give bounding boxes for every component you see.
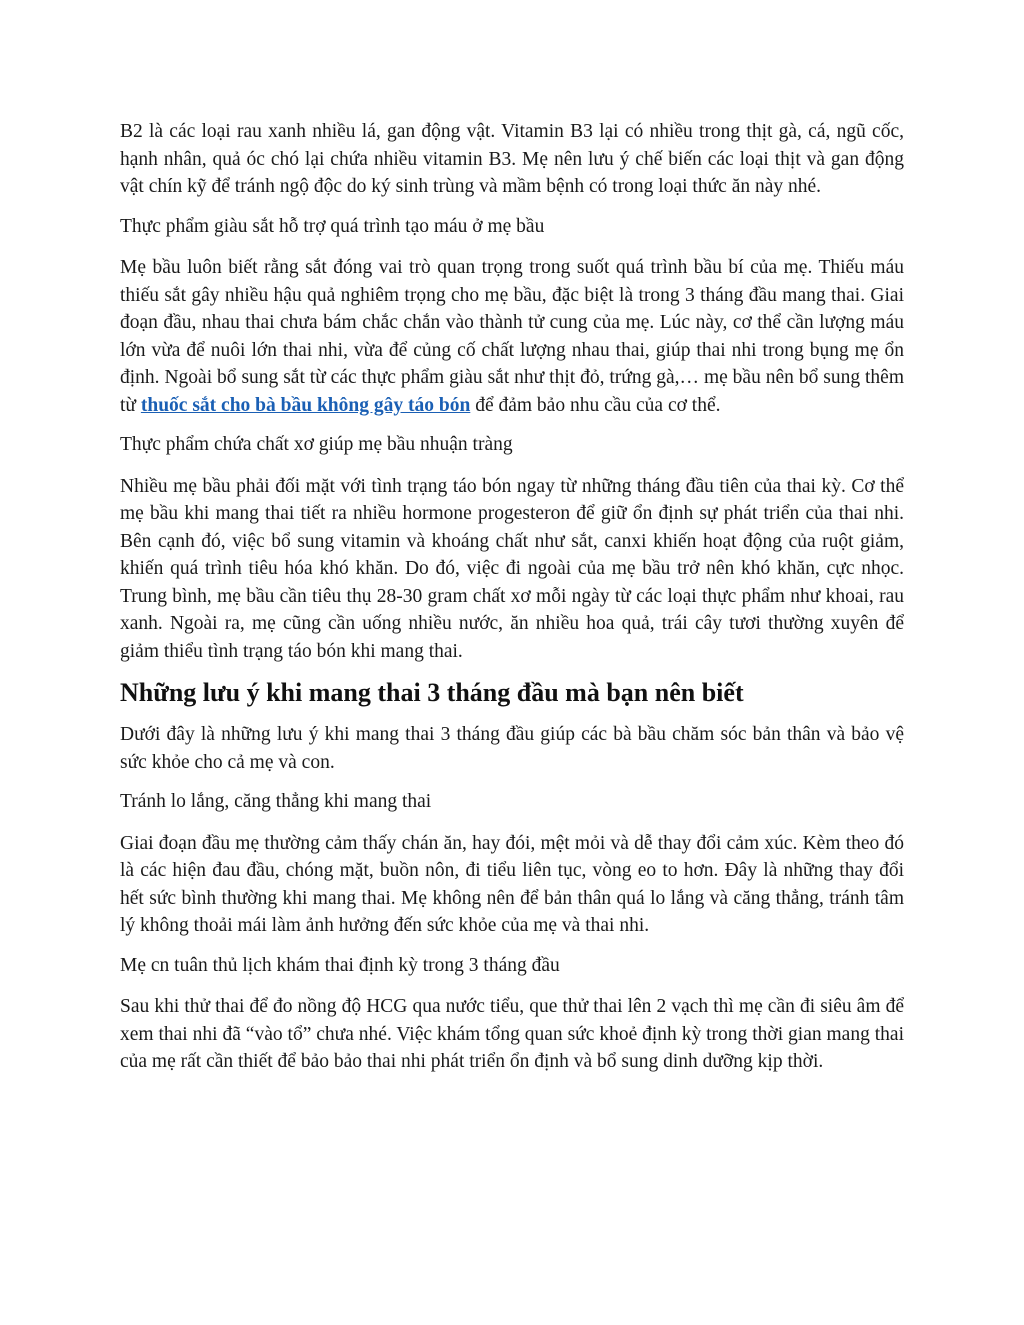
section-heading-notes: Những lưu ý khi mang thai 3 tháng đầu mà bạn nên biết — [120, 678, 744, 707]
iron-supplement-link[interactable]: thuốc sắt cho bà bầu không gây táo bón — [140, 394, 471, 416]
paragraph-notes-intro: Dưới đây là những lưu ý khi mang thai 3 tháng đầu giúp các bà bầu chăm sóc bản thân và bảo vệ sức khỏe cho cả mẹ và con. — [120, 724, 904, 773]
subheading-fiber: Thực phẩm chứa chất xơ giúp mẹ bầu nhuận tràng — [120, 434, 513, 455]
paragraph-vitamin-b: B2 là các loại rau xanh nhiều lá, gan động vật. Vitamin B3 lại có nhiều trong thịt gà, cá, ngũ cốc, hạnh nhân, quả óc chó lại chứa nhiều vitamin B3. Mẹ nên lưu ý chế biến các loại thịt và gan động vật chín kỹ để tránh ngộ độc do ký sinh trùng và mầm bệnh có trong loại thức ăn này nhé. — [120, 121, 904, 197]
subheading-checkup: Mẹ cn tuân thủ lịch khám thai định kỳ trong 3 tháng đầu — [120, 954, 560, 976]
subheading-stress: Tránh lo lắng, căng thẳng khi mang thai — [120, 791, 432, 812]
paragraph-iron-text-before: Mẹ bầu luôn biết rằng sắt đóng vai trò quan trọng trong suốt quá trình bầu bí của mẹ. Thiếu máu thiếu sắt gây nhiều hậu quả nghiêm trọng cho mẹ bầu, đặc biệt là trong 3 tháng đầu mang thai. Giai đoạn đầu, nhau thai chưa bám chắc chắn vào thành tử cung của mẹ. Lúc này, cơ thể cần lượng máu lớn vừa để nuôi lớn thai nhi, vừa để củng cố chất lượng nhau thai, giúp thai nhi trong bụng mẹ ổn định. Ngoài bổ sung sắt từ các thực phẩm giàu sắt như thịt đỏ, trứng gà,… mẹ bầu nên bổ sung thêm từ — [120, 257, 904, 416]
subheading-iron: Thực phẩm giàu sắt hỗ trợ quá trình tạo máu ở mẹ bầu — [120, 215, 545, 237]
paragraph-iron — [120, 254, 904, 419]
paragraph-checkup: Sau khi thử thai để đo nồng độ HCG qua nước tiểu, que thử thai lên 2 vạch thì mẹ cần đi siêu âm để xem thai nhi đã “vào tổ” chưa nhé. Việc khám tổng quan sức khoẻ định kỳ trong thời gian mang thai của mẹ rất cần thiết để bảo bảo thai nhi phát triển ổn định và bổ sung dinh dưỡng kịp thời. — [120, 996, 904, 1072]
paragraph-stress: Giai đoạn đầu mẹ thường cảm thấy chán ăn, hay đói, mệt mỏi và dễ thay đổi cảm xúc. Kèm theo đó là các hiện đau đầu, chóng mặt, buồn nôn, đi tiểu liên tục, vòng eo to hơn. Đây là những thay đổi hết sức bình thường khi mang thai. Mẹ không nên để bản thân quá lo lắng và căng thẳng, tránh tâm lý không thoải mái làm ảnh hưởng đến sức khỏe của mẹ và thai nhi. — [120, 832, 904, 936]
document-page — [120, 118, 904, 1088]
paragraph-fiber: Nhiều mẹ bầu phải đối mặt với tình trạng táo bón ngay từ những tháng đầu tiên của thai kỳ. Cơ thể mẹ bầu khi mang thai tiết ra nhiều hormone progesteron để giữ ổn định sự phát triển của thai nhi. Bên cạnh đó, việc bổ sung vitamin và khoáng chất như sắt, canxi khiến hoạt động của ruột giảm, khiến quá trình tiêu hóa khó khăn. Do đó, việc đi ngoài của mẹ bầu trở nên khó khăn, cực nhọc. Trung bình, mẹ bầu cần tiêu thụ 28-30 gram chất xơ mỗi ngày từ các loại thực phẩm như khoai, rau xanh. Ngoài ra, mẹ cũng cần uống nhiều nước, ăn nhiều hoa quả, trái cây tươi thường xuyên để giảm thiểu tình trạng táo bón khi mang thai. — [120, 475, 904, 662]
paragraph-iron-text-after: để đảm bảo nhu cầu của cơ thể. — [470, 394, 721, 416]
